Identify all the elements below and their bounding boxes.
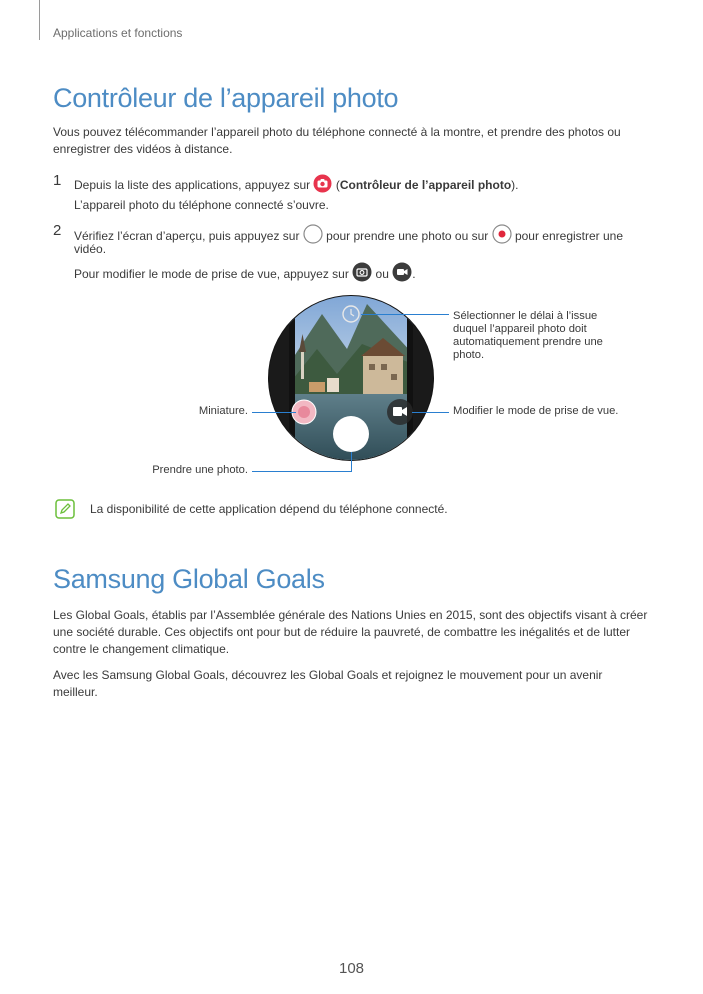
step-2-text-c: pour enregistrer une (514, 229, 624, 243)
global-goals-paragraph-1: Les Global Goals, établis par l’Assemblée générale des Nations Unies en 2015, sont des objectifs visant à créer une société durable. Ces objectifs ont pour but de réduire la pauvreté, de combattre les inégalités et de lutter contre le changement climatique. (53, 608, 648, 656)
shutter-button-icon (303, 224, 323, 249)
margin-rule (39, 0, 40, 40)
step-2-line-1 (74, 224, 623, 249)
callout-line-shutter-v (351, 452, 352, 472)
paren-open: ( (335, 178, 340, 192)
page-number: 108 (338, 960, 365, 977)
camera-controller-app-icon (313, 174, 332, 198)
thumbnail-image (298, 406, 310, 418)
intro-paragraph: Vous pouvez télécommander l’appareil photo du téléphone connecté à la montre, et prendre des photos ou enregistrer des vidéos à distance. (53, 125, 621, 156)
step-2-period: . (412, 267, 416, 281)
video-mode-icon (392, 262, 412, 287)
global-goals-paragraph-2: Avec les Samsung Global Goals, découvrez les Global Goals et rejoignez le mouvement pour un avenir meilleur. (53, 668, 603, 699)
step-number-2: 2 (53, 222, 62, 239)
step-1-line-2: L’appareil photo du téléphone connecté s’ouvre. (74, 198, 329, 212)
app-name-bold: Contrôleur de l’appareil photo (339, 178, 512, 192)
callout-line-mode (412, 412, 449, 413)
callout-thumbnail: Miniature. (198, 405, 248, 417)
step-2-text-d: Pour modifier le mode de prise de vue, appuyez sur (74, 267, 349, 281)
callout-shutter: Prendre une photo. (152, 464, 248, 476)
watch-preview-illustration (267, 294, 435, 462)
callout-line-shutter-h (252, 471, 352, 472)
callout-timer: Sélectionner le délai à l’issue duquel l’appareil photo doit automatiquement prendre une photo. (453, 310, 603, 361)
section-title-global-goals: Samsung Global Goals (53, 564, 325, 594)
callout-line-thumbnail (252, 412, 296, 413)
step-2-or: ou (375, 267, 389, 281)
step-2-text-a: Vérifiez l’écran d’aperçu, puis appuyez sur (74, 229, 300, 243)
step-1-text: Depuis la liste des applications, appuyez sur (74, 178, 311, 192)
photo-mode-icon (352, 262, 372, 287)
callout-mode: Modifier le mode de prise de vue. (453, 405, 619, 417)
section-title-camera-controller: Contrôleur de l’appareil photo (53, 83, 399, 113)
step-number-1: 1 (53, 172, 62, 189)
callout-line-timer (361, 314, 449, 315)
step-1-line-1 (74, 174, 519, 198)
step-2-line-2 (74, 262, 416, 287)
video-camera-icon (393, 407, 402, 416)
running-header: Applications et fonctions (53, 26, 183, 40)
record-button-icon (492, 224, 512, 249)
step-2-text-b: pour prendre une photo ou sur (326, 229, 489, 243)
step-2-wrap: vidéo. (74, 242, 107, 256)
note-text: La disponibilité de cette application dépend du téléphone connecté. (90, 502, 448, 516)
shutter-button[interactable] (333, 416, 369, 452)
paren-close: ). (511, 178, 519, 192)
note-pencil-icon (55, 499, 75, 519)
